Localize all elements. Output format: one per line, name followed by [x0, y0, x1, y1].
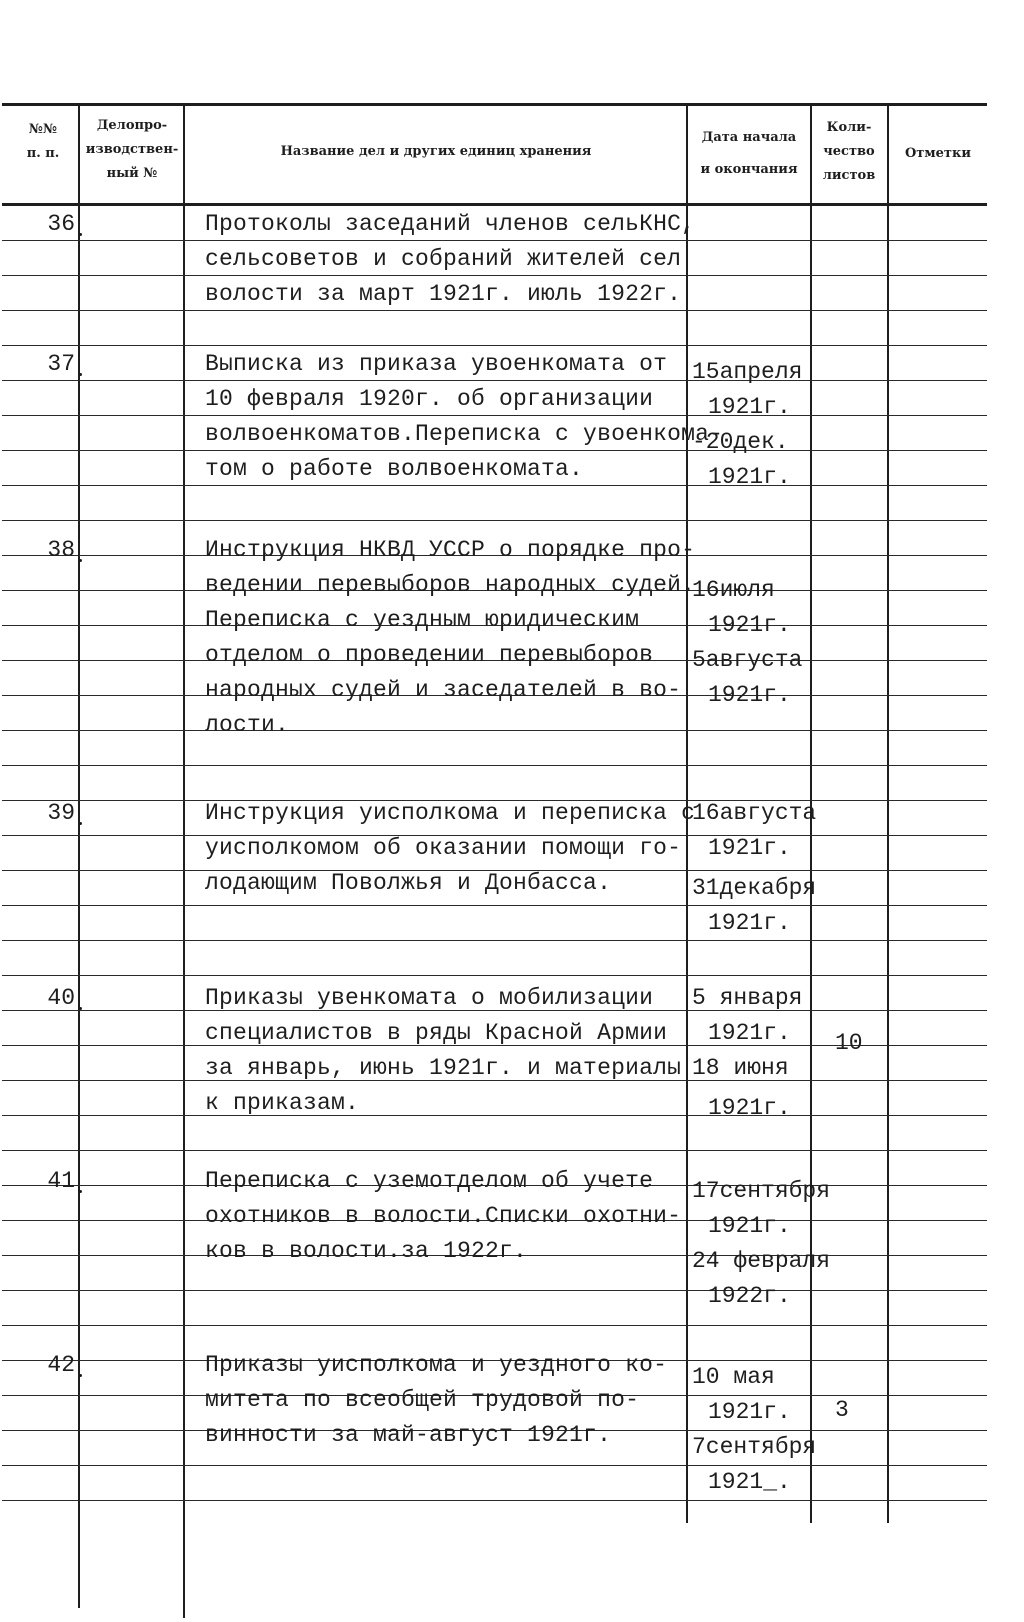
record-title-line: Переписка с уездным юридическим	[205, 607, 640, 633]
row-rule	[2, 730, 987, 731]
record-date-line: 7сентября	[692, 1434, 817, 1460]
record-date-line: 24 февраля	[692, 1248, 831, 1274]
record-title-line: уисполкомом об оказании помощи го-	[205, 835, 682, 861]
row-rule	[2, 905, 987, 906]
record-title-line: Переписка с уземотделом об учете	[205, 1168, 654, 1194]
header-dates	[690, 126, 808, 182]
table-top-border	[2, 103, 987, 106]
record-title-line: к приказам.	[205, 1090, 360, 1116]
record-number: 39	[47, 800, 75, 826]
record-date-line: 1921г.	[708, 910, 791, 936]
header-number-line: №№	[28, 122, 58, 137]
row-rule	[2, 485, 987, 486]
record-title-line: Выписка из приказа увоенкомата от	[205, 351, 668, 377]
record-title-line: ведении перевыборов народных судей.	[205, 572, 696, 598]
record-date-line: 5 января	[692, 985, 803, 1011]
record-title-line: за январь, июнь 1921г. и материалы	[205, 1055, 682, 1081]
header-number-line: п. п.	[26, 146, 60, 161]
record-number: 37	[47, 351, 75, 377]
header-title-text: Название дел и других единиц хранения	[280, 144, 592, 159]
record-date-line: 16июля	[692, 577, 775, 603]
header-notes	[890, 142, 986, 166]
record-date-line: -20дек.	[692, 429, 789, 455]
record-title-line: Инструкция уисполкома и переписка с	[205, 800, 696, 826]
row-rule	[2, 1115, 987, 1116]
header-office-line: ный №	[106, 166, 158, 181]
record-title-line: лости.	[205, 712, 290, 738]
record-date-line: 15апреля	[692, 359, 803, 385]
row-rule	[2, 240, 987, 241]
record-title-line: специалистов в ряды Красной Армии	[205, 1020, 668, 1046]
column-divider	[887, 103, 889, 1523]
header-dates-line: и окончания	[700, 162, 798, 177]
header-office-number	[82, 114, 182, 186]
record-number: 40	[47, 985, 75, 1011]
column-divider	[183, 103, 185, 1618]
record-sheet-count: 10	[835, 1030, 863, 1056]
record-title-line: Приказы уисполкома и уездного ко-	[205, 1352, 668, 1378]
header-dates-line: Дата начала	[701, 130, 797, 145]
header-sheets-line: чество	[823, 144, 875, 159]
record-date-line: 1921г.	[708, 1095, 791, 1121]
row-rule	[2, 520, 987, 521]
row-rule	[2, 1465, 987, 1466]
record-date-line: 5августа	[692, 647, 803, 673]
record-title-line: народных судей и заседателей в во-	[205, 677, 682, 703]
record-title-line: митета по всеобщей трудовой по-	[205, 1387, 640, 1413]
header-number	[10, 118, 76, 166]
record-number-mark	[79, 233, 82, 236]
record-title-line: Инструкция НКВД УССР о порядке про-	[205, 537, 696, 563]
record-date-line: 1921_.	[708, 1469, 791, 1495]
record-number-mark	[79, 1190, 82, 1193]
row-rule	[2, 310, 987, 311]
record-date-line: 1921г.	[708, 682, 791, 708]
row-rule	[2, 415, 987, 416]
record-title-line: ков в волости.за 1922г.	[205, 1238, 528, 1264]
record-number-mark	[79, 559, 82, 562]
header-sheets-line: Коли-	[826, 120, 872, 135]
row-rule	[2, 1325, 987, 1326]
row-rule	[2, 275, 987, 276]
record-number-mark	[79, 1007, 82, 1010]
header-sheets-line: листов	[822, 168, 876, 183]
header-office-line: изводствен-	[85, 142, 179, 157]
record-date-line: 1921г.	[708, 612, 791, 638]
row-rule	[2, 450, 987, 451]
header-notes-text: Отметки	[904, 146, 972, 161]
record-number-mark	[79, 822, 82, 825]
header-title	[186, 140, 686, 164]
header-sheets	[812, 116, 886, 188]
record-date-line: 1921г.	[708, 394, 791, 420]
header-bottom-border	[2, 203, 987, 206]
record-sheet-count: 3	[835, 1397, 849, 1423]
record-number-mark	[79, 1374, 82, 1377]
record-title-line: волости за март 1921г. июль 1922г.	[205, 281, 682, 307]
record-date-line: 17сентября	[692, 1178, 831, 1204]
record-number: 42	[47, 1352, 75, 1378]
record-date-line: 1921г.	[708, 1399, 791, 1425]
record-date-line: 1921г.	[708, 1020, 791, 1046]
record-title-line: винности за май-август 1921г.	[205, 1422, 612, 1448]
row-rule	[2, 1290, 987, 1291]
record-date-line: 1922г.	[708, 1283, 791, 1309]
record-date-line: 1921г.	[708, 835, 791, 861]
row-rule	[2, 380, 987, 381]
row-rule	[2, 345, 987, 346]
record-number: 38	[47, 537, 75, 563]
row-rule	[2, 1500, 987, 1501]
row-rule	[2, 765, 987, 766]
record-number-mark	[79, 373, 82, 376]
record-title-line: волвоенкоматов.Переписка с увоенкома-	[205, 421, 724, 447]
record-number: 36	[47, 211, 75, 237]
record-date-line: 1921г.	[708, 1213, 791, 1239]
record-date-line: 16августа	[692, 800, 817, 826]
record-date-line: 1921г.	[708, 464, 791, 490]
record-title-line: Приказы увенкомата о мобилизации	[205, 985, 654, 1011]
record-title-line: охотников в волости.Списки охотни-	[205, 1203, 682, 1229]
record-date-line: 31декабря	[692, 875, 817, 901]
record-title-line: лодающим Поволжья и Донбасса.	[205, 870, 612, 896]
record-title-line: сельсоветов и собраний жителей сел	[205, 246, 682, 272]
record-date-line: 18 июня	[692, 1055, 789, 1081]
record-title-line: отделом о проведении перевыборов	[205, 642, 654, 668]
record-title-line: 10 февраля 1920г. об организации	[205, 386, 654, 412]
row-rule	[2, 940, 987, 941]
record-date-line: 10 мая	[692, 1364, 775, 1390]
row-rule	[2, 1150, 987, 1151]
record-title-line: Протоколы заседаний членов сельКНС,	[205, 211, 696, 237]
column-divider	[78, 103, 80, 1608]
record-number: 41	[47, 1168, 75, 1194]
header-office-line: Делопро-	[96, 118, 168, 133]
record-title-line: том о работе волвоенкомата.	[205, 456, 584, 482]
row-rule	[2, 975, 987, 976]
